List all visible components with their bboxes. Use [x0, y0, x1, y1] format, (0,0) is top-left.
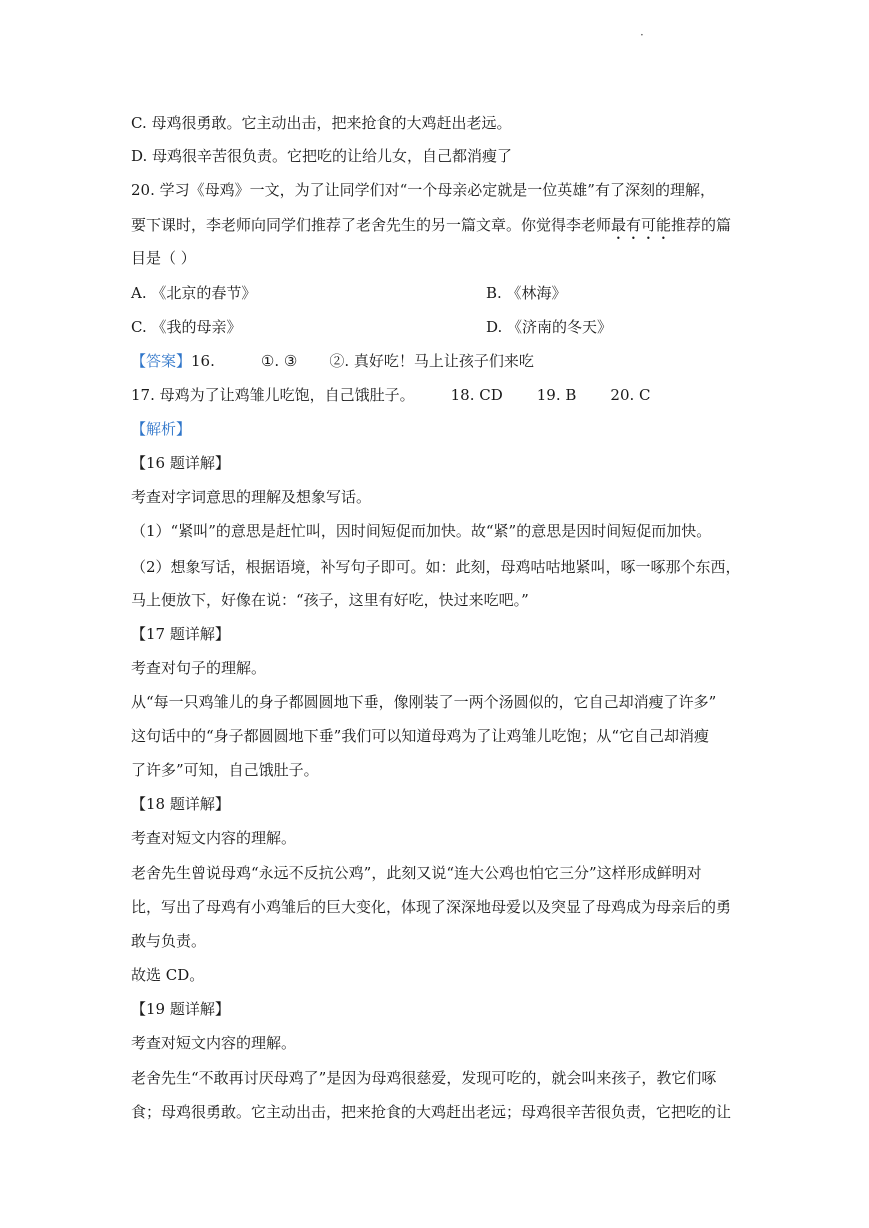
q18-title: 【18 题详解】	[131, 795, 230, 813]
q18-p2-line1: 老舍先生曾说母鸡“永远不反抗公鸡”，此刻又说“连大公鸡也怕它三分”这样形成鲜明对	[131, 864, 702, 882]
q16-p2: （1）“紧叫”的意思是赶忙叫，因时间短促而加快。故“紧”的意思是因时间短促而加快。	[131, 522, 712, 540]
answer-q17: 17. 母鸡为了让鸡雏儿吃饱，自己饿肚子。	[131, 386, 415, 404]
q18-p2-line3: 敢与负责。	[131, 932, 207, 950]
answer-q19: 19. B	[536, 386, 577, 404]
answer-q16-part1: ①. ③	[260, 352, 298, 370]
q18-p1: 考查对短文内容的理解。	[131, 829, 297, 847]
answer-tag: 【答案】	[131, 352, 192, 370]
q17-p2-line3: 了许多”可知，自己饿肚子。	[131, 761, 319, 779]
q20-option-d: D. 《济南的冬天》	[486, 318, 613, 336]
answer-q16-num: 16.	[191, 352, 215, 370]
q20-option-a: A. 《北京的春节》	[131, 284, 257, 302]
q20-emphasis: 最有可能	[611, 216, 672, 234]
q16-title: 【16 题详解】	[131, 454, 230, 472]
answer-line2	[131, 384, 651, 406]
q19-title: 【19 题详解】	[131, 1000, 230, 1018]
q17-p1: 考查对句子的理解。	[131, 659, 267, 677]
q17-p2-line2: 这句话中的“身子都圆圆地下垂”我们可以知道母鸡为了让鸡雏儿吃饱；从“它自己却消瘦	[131, 727, 710, 745]
answer-q18: 18. CD	[450, 386, 503, 404]
answer-q16-part2: ②. 真好吃！马上让孩子们来吃	[329, 352, 534, 370]
q17-title: 【17 题详解】	[131, 625, 230, 643]
q19-option-d: D. 母鸡很辛苦很负责。它把吃的让给儿女，自己都消瘦了	[131, 147, 513, 165]
q18-p3: 故选 CD。	[131, 966, 205, 984]
q20-option-b: B. 《林海》	[486, 284, 567, 302]
q16-p3-line2: 马上便放下，好像在说：“孩子，这里有好吃，快过来吃吧。”	[131, 591, 529, 609]
q20-option-c: C. 《我的母亲》	[131, 318, 242, 336]
header-mark: ·	[640, 28, 644, 42]
q19-option-c: C. 母鸡很勇敢。它主动出击，把来抢食的大鸡赶出老远。	[131, 114, 512, 132]
answer-line1	[131, 350, 534, 372]
q20-stem-line2-a: 要下课时，李老师向同学们推荐了老舍先生的另一篇文章。你觉得李老师	[131, 216, 612, 234]
q19-p2-line2: 食；母鸡很勇敢。它主动出击，把来抢食的大鸡赶出老远；母鸡很辛苦很负责，它把吃的让	[131, 1103, 732, 1121]
q20-stem-line1: 20. 学习《母鸡》一文，为了让同学们对“一个母亲必定就是一位英雄”有了深刻的理解，	[131, 181, 715, 199]
q17-p2-line1: 从“每一只鸡雏儿的身子都圆圆地下垂，像刚装了一两个汤圆似的，它自己却消瘦了许多”	[131, 693, 717, 711]
q19-p1: 考查对短文内容的理解。	[131, 1034, 297, 1052]
q20-stem-line2-b: 推荐的篇	[671, 216, 732, 234]
q20-stem-line3: 目是（ ）	[131, 249, 196, 267]
q20-stem-line2	[131, 214, 731, 243]
q16-p3-line1: （2）想象写话，根据语境，补写句子即可。如：此刻，母鸡咕咕地紧叫，啄一啄那个东西，	[131, 558, 741, 576]
q19-p2-line1: 老舍先生“不敢再讨厌母鸡了”是因为母鸡很慈爱，发现可吃的，就会叫来孩子，教它们啄	[131, 1069, 717, 1087]
q18-p2-line2: 比，写出了母鸡有小鸡雏后的巨大变化，体现了深深地母爱以及突显了母鸡成为母亲后的勇	[131, 898, 732, 916]
answer-q20: 20. C	[610, 386, 651, 404]
analysis-tag: 【解析】	[131, 420, 192, 438]
q16-p1: 考查对字词意思的理解及想象写话。	[131, 488, 372, 506]
